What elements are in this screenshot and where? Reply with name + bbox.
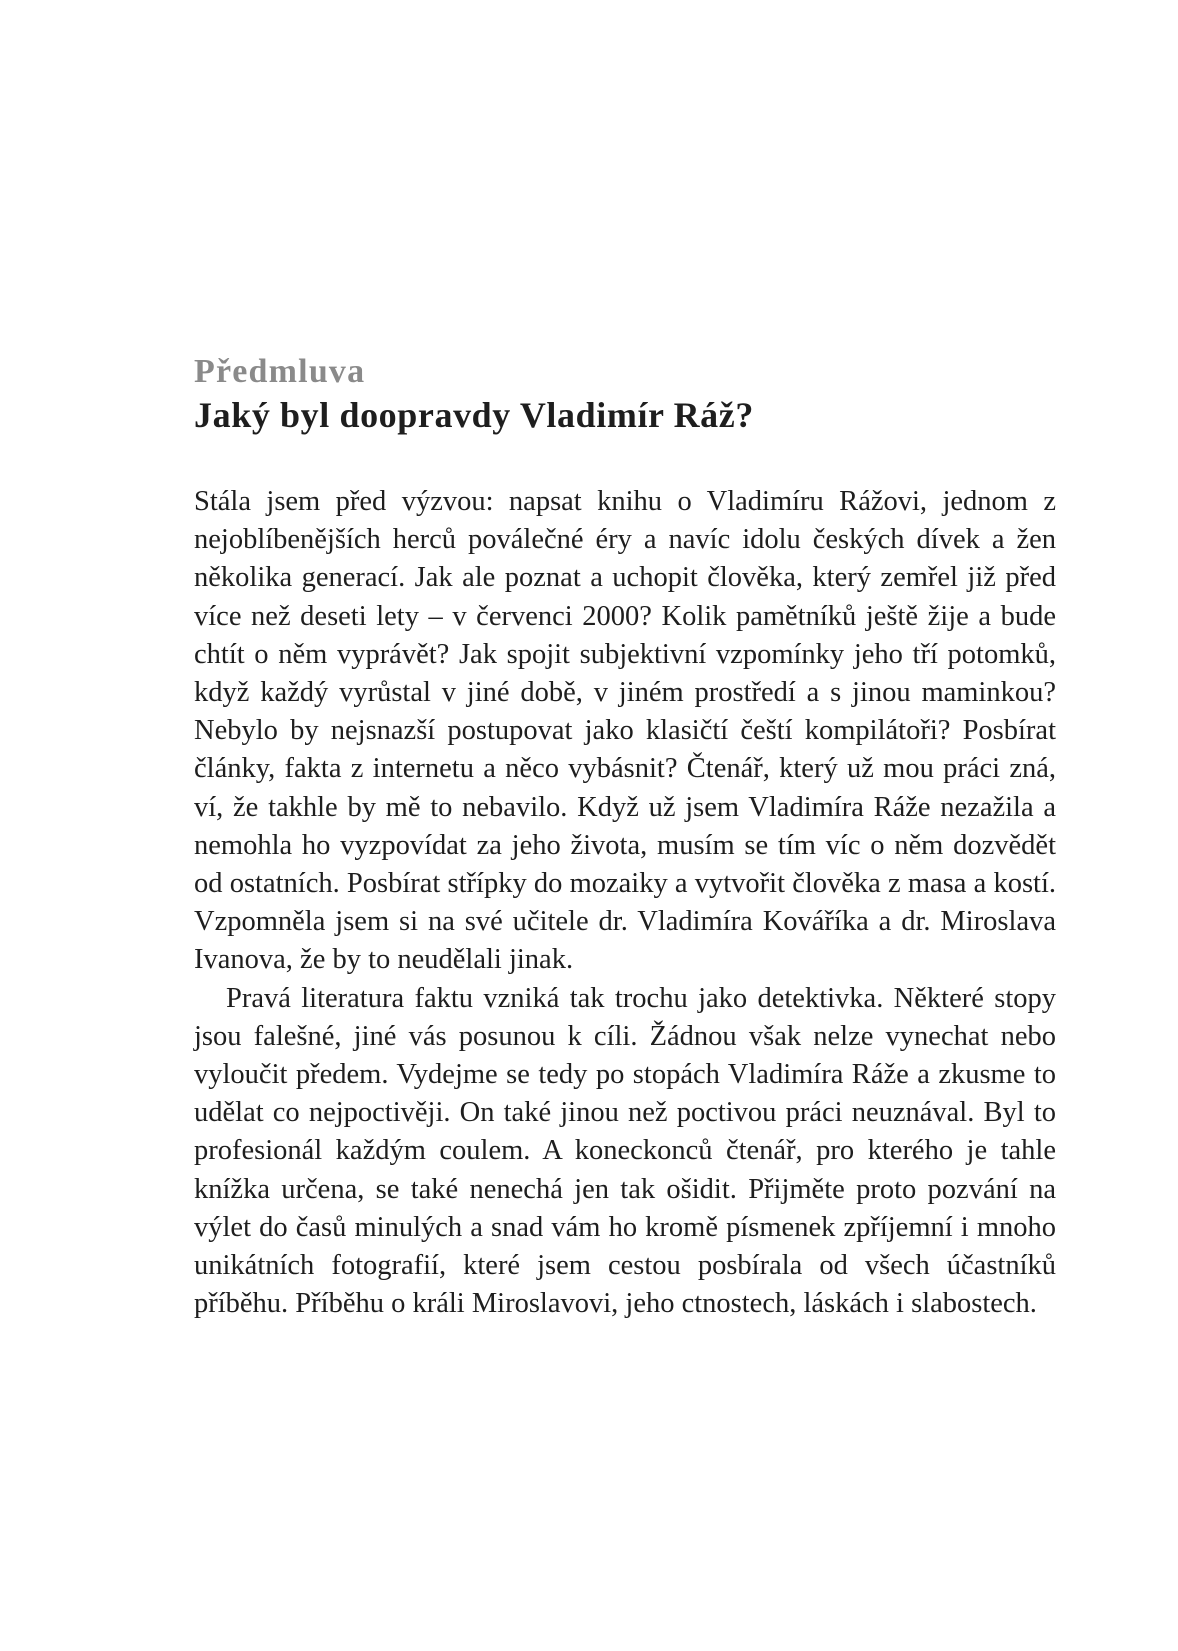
chapter-heading [194, 352, 1054, 438]
chapter-title: Jaký byl doopravdy Vladimír Ráž? [194, 395, 754, 435]
chapter-kicker: Předmluva [194, 353, 366, 390]
chapter-body [194, 483, 1056, 1323]
paragraph-2: Pravá literatura faktu vzniká tak trochu jako detektivka. Některé stopy jsou falešné, jiné vás posunou k cíli. Žádnou však nelze vynechat nebo vyloučit předem. Vydejme se tedy po stopách Vladimíra Ráže a zkusme to udělat co nejpoctivěji. On také jinou než poctivou práci neuznával. Byl to profesionál každým coulem. A koneckonců čtenář, pro kterého je tahle knížka určena, se také nenechá jen tak ošidit. Přijměte proto pozvání na výlet do časů minulých a snad vám ho kromě písmenek zpříjemní i mnoho unikátních fotografií, které jsem cestou posbírala od všech účastníků příběhu. Příběhu o králi Miroslavovi, jeho ctnostech, láskách i slabostech. [194, 982, 1056, 1320]
paragraph-1: Stála jsem před výzvou: napsat knihu o Vladimíru Rážovi, jednom z nejoblíbenějších herců poválečné éry a navíc idolu českých dívek a žen několika generací. Jak ale poznat a uchopit člověka, který zemřel již před více než deseti lety – v červenci 2000? Kolik pamětníků ještě žije a bude chtít o něm vyprávět? Jak spojit subjektivní vzpomínky jeho tří potomků, když každý vyrůstal v jiné době, v jiném prostředí a s jinou maminkou? Nebylo by nejsnazší postupovat jako klasičtí čeští kompilátoři? Posbírat články, fakta z internetu a něco vybásnit? Čtenář, který už mou práci zná, ví, že takhle by mě to nebavilo. Když už jsem Vladimíra Ráže nezažila a nemohla ho vyzpovídat za jeho života, musím se tím víc o něm dozvědět od ostatních. Posbírat střípky do mozaiky a vytvořit člověka z masa a kostí. Vzpomněla jsem si na své učitele dr. Vladimíra Kováříka a dr. Miroslava Ivanova, že by to neudělali jinak. [194, 486, 1056, 976]
